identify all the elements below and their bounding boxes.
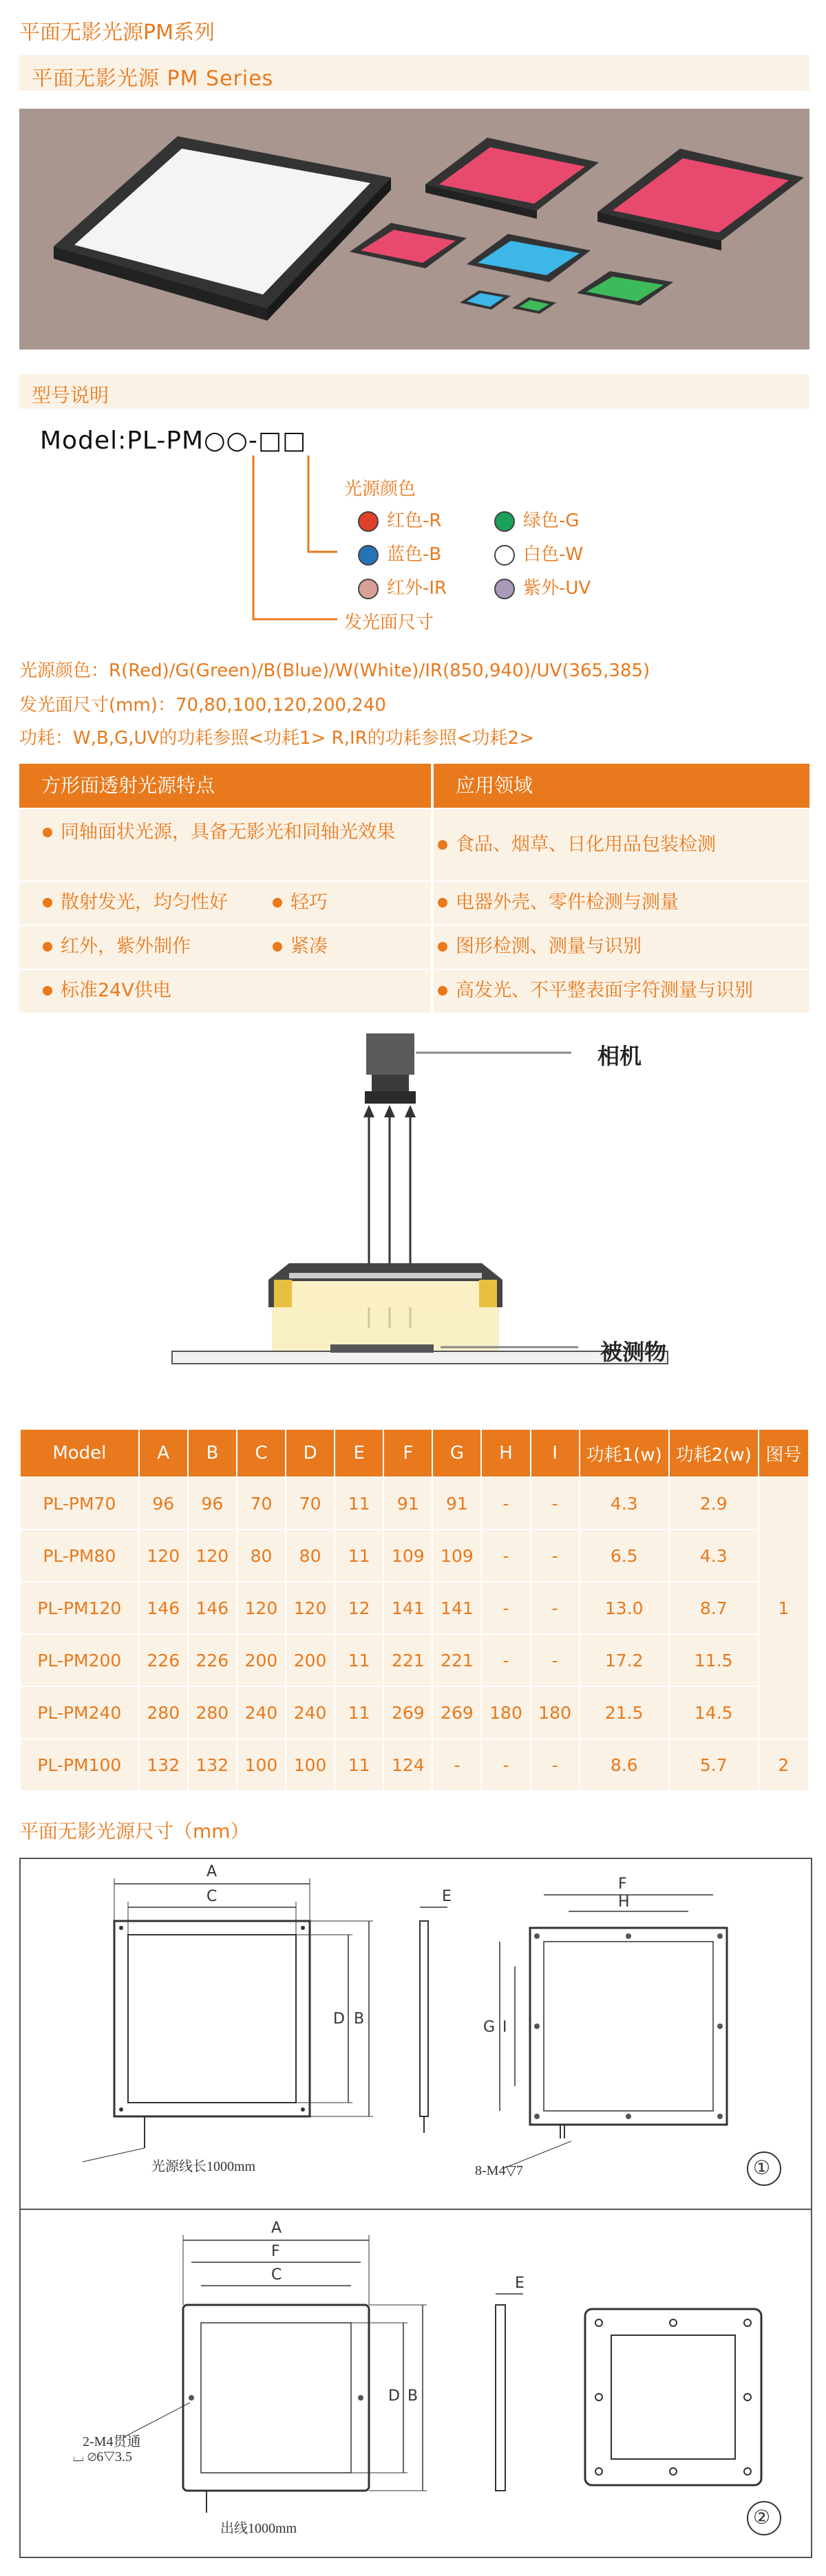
dim2-D: D <box>388 2387 400 2405</box>
col-header: I <box>531 1429 580 1477</box>
col-header: 图号 <box>759 1429 809 1477</box>
application-item: 食品、烟草、日化用品包装检测 <box>456 833 716 857</box>
legend-green: 绿色-G <box>494 506 580 532</box>
model-section-title: 型号说明 <box>32 384 109 407</box>
hole-note-2: ⌴ ⌀6▽3.5 <box>73 2449 133 2465</box>
features-header: 方形面透射光源特点 <box>19 764 431 808</box>
figure-2-label: ② <box>753 2506 771 2529</box>
specification-table <box>19 1428 809 1792</box>
screw-note: 8-M4▽7 <box>475 2163 523 2178</box>
cable-note: 光源线长1000mm <box>151 2159 256 2174</box>
feature-item: 紧凑 <box>290 934 328 959</box>
dim2-B: B <box>407 2387 419 2405</box>
table-row: PL-PM70 96 96 70 70 11 91 91 - - 4.3 2.9 1 <box>20 1477 809 1530</box>
figure-number-cell: 2 <box>759 1739 809 1791</box>
drawing-1 <box>19 1858 812 2211</box>
application-item: 图形检测、测量与识别 <box>456 934 642 959</box>
legend-uv: 紫外-UV <box>494 574 591 599</box>
feature-item: 标准24V供电 <box>61 978 171 1003</box>
spec-size-line: 发光面尺寸(mm)：70,80,100,120,200,240 <box>19 695 386 716</box>
model-section-banner <box>19 374 809 409</box>
applications-header: 应用领域 <box>434 764 809 808</box>
dim2-E: E <box>515 2275 525 2292</box>
table-row: PL-PM200 226 226 200 200 11 221 221 - - 17.2 11.5 <box>20 1634 809 1686</box>
series-banner <box>19 55 809 91</box>
legend-white: 白色-W <box>494 540 583 566</box>
feature-item: 轻巧 <box>290 890 328 915</box>
feature-item: 同轴面状光源，具备无影光和同轴光效果 <box>61 820 419 845</box>
legend-blue: 蓝色-B <box>358 540 441 566</box>
figure-number-cell: 1 <box>759 1477 809 1739</box>
hole-note-1: 2-M4贯通 <box>83 2434 141 2449</box>
table-row: PL-PM120 146 146 120 120 12 141 141 - - 13.0 8.7 <box>20 1582 809 1634</box>
legend-ir: 红外-IR <box>358 574 447 599</box>
spec-power-line: 功耗：W,B,G,UV的功耗参照<功耗1> R,IR的功耗参照<功耗2> <box>19 728 534 749</box>
dim-B: B <box>354 2010 365 2028</box>
drawing-2 <box>19 2209 812 2558</box>
dim-I: I <box>502 2019 507 2036</box>
col-header: A <box>139 1429 188 1477</box>
application-item: 电器外壳、零件检测与测量 <box>456 890 679 915</box>
feature-item: 散射发光，均匀性好 <box>61 890 228 915</box>
spec-color-line: 光源颜色：R(Red)/G(Green)/B(Blue)/W(White)/IR(850,940)/UV(365,385) <box>19 661 650 681</box>
dim-F: F <box>618 1876 627 1893</box>
color-title: 光源颜色 <box>344 479 416 500</box>
dim-E: E <box>442 1888 452 1905</box>
col-header: G <box>432 1429 481 1477</box>
col-header: 功耗2(w) <box>669 1429 759 1477</box>
col-header: Model <box>20 1429 139 1477</box>
application-item: 高发光、不平整表面字符测量与识别 <box>456 978 753 1003</box>
figure-1-label: ① <box>753 2156 771 2179</box>
series-label: 平面无影光源 PM Series <box>32 67 274 91</box>
table-row: PL-PM240 280 280 240 240 11 269 269 180 180 21.5 14.5 <box>20 1686 809 1739</box>
dim-G: G <box>483 2019 496 2036</box>
product-image <box>19 109 809 350</box>
col-header: C <box>237 1429 286 1477</box>
dim-D: D <box>333 2010 345 2028</box>
dim-C: C <box>206 1888 218 1905</box>
object-label: 被测物 <box>600 1339 667 1365</box>
dim2-F: F <box>271 2243 280 2260</box>
dim-A: A <box>206 1863 218 1880</box>
dim-H: H <box>618 1893 630 1911</box>
col-header: F <box>383 1429 432 1477</box>
col-header: 功耗1(w) <box>580 1429 669 1477</box>
page-title: 平面无影光源PM系列 <box>19 21 215 45</box>
column-divider <box>431 809 434 1013</box>
dim2-C: C <box>271 2266 282 2284</box>
col-header: H <box>481 1429 530 1477</box>
size-label: 发光面尺寸 <box>344 612 434 633</box>
model-code: Model:PL-PM○○-□□ <box>40 427 306 455</box>
table-row: PL-PM100 132 132 100 100 11 124 - - - 8.6 5.7 2 <box>20 1739 809 1791</box>
legend-red: 红色-R <box>358 506 441 532</box>
col-header: D <box>286 1429 335 1477</box>
dimensions-title: 平面无影光源尺寸（mm） <box>19 1820 250 1843</box>
feature-item: 红外，紫外制作 <box>61 934 191 959</box>
camera-label: 相机 <box>597 1043 642 1069</box>
col-header: E <box>335 1429 383 1477</box>
table-header-row <box>20 1429 809 1477</box>
dim2-A: A <box>271 2220 282 2237</box>
col-header: B <box>188 1429 237 1477</box>
cable-note-2: 出线1000mm <box>220 2521 297 2536</box>
table-row: PL-PM80 120 120 80 80 11 109 109 - - 6.5 4.3 <box>20 1530 809 1582</box>
